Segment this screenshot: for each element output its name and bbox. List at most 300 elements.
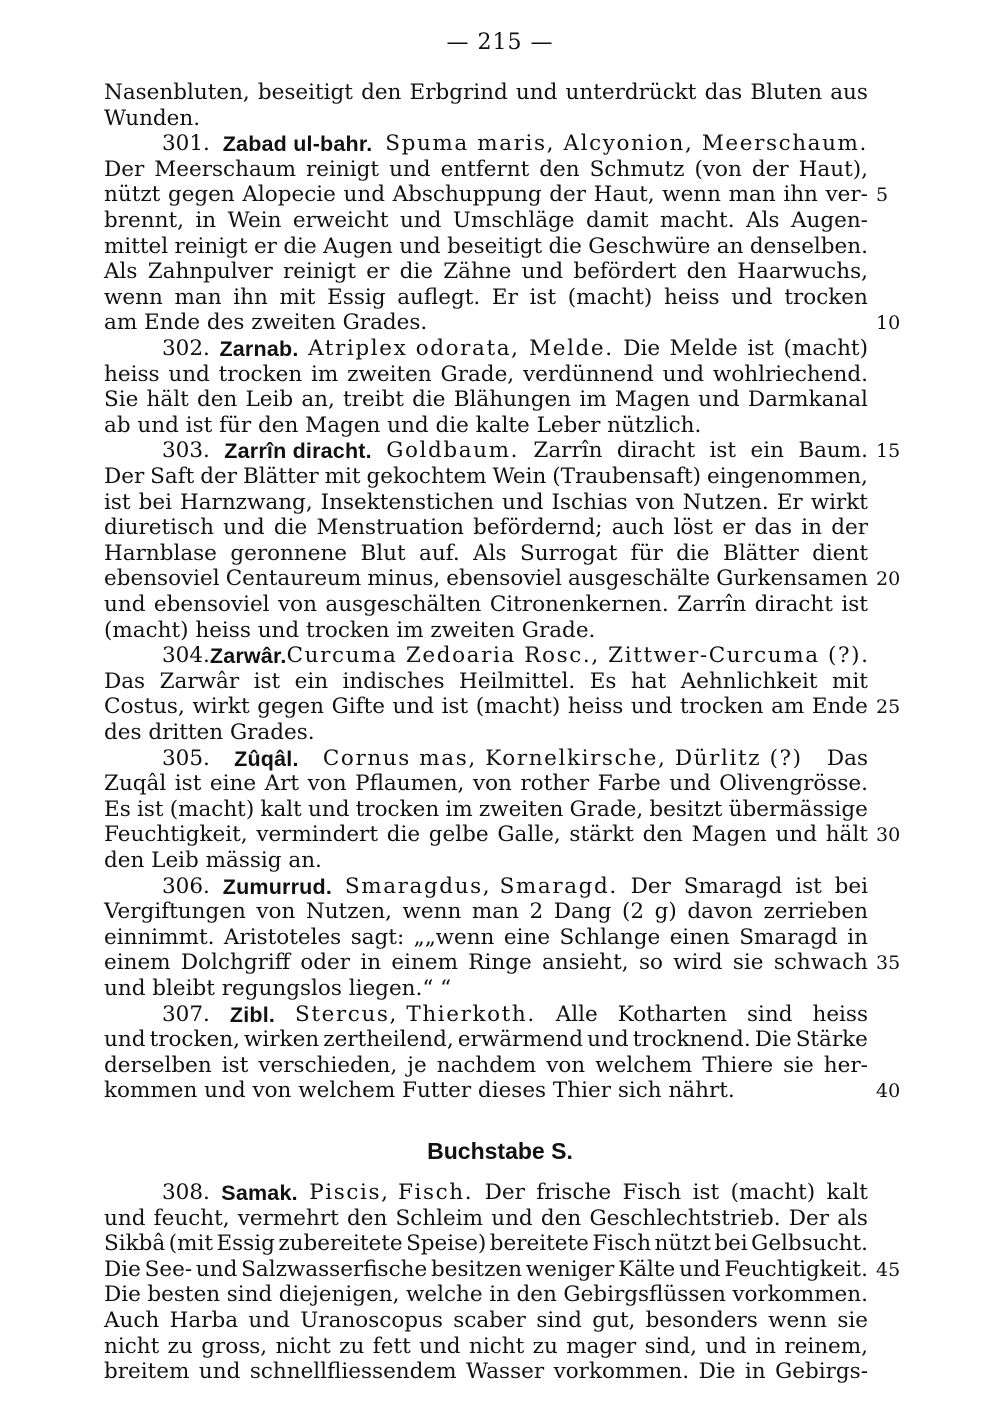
entry-latin-name: Spuma maris, Alcyonion, Meerschaum. (385, 131, 868, 157)
entry-latin-name: Stercus, Thierkoth. (295, 1001, 536, 1027)
word: man (728, 182, 776, 208)
line-number: 10 (876, 312, 901, 335)
word: Gebirgs- (775, 1359, 868, 1385)
word: wirkt (192, 694, 250, 720)
text-line (104, 746, 868, 772)
text-line (104, 566, 868, 592)
word: Fisch (592, 1231, 652, 1257)
word: Magen (691, 822, 767, 848)
word: Citronenkernen. (489, 592, 669, 617)
text-line (104, 694, 868, 720)
word: einnimmt. (104, 924, 215, 950)
word: und (521, 259, 564, 285)
word: den (540, 1205, 582, 1231)
word: (macht) (567, 284, 653, 310)
word: Es (589, 668, 617, 694)
word: an (716, 233, 744, 259)
entry-latin-name: Atriplex odorata, (308, 336, 520, 361)
word: Vergiftungen (104, 899, 246, 925)
word: Harnblase (104, 540, 217, 566)
word: den (539, 156, 580, 182)
word: befördert (573, 259, 677, 285)
line-number: 20 (876, 568, 901, 591)
word: er (366, 259, 390, 285)
text-line: ab und ist für den Magen und die kalte Leber nützlich. (104, 412, 702, 438)
word: Erbgrind (409, 80, 508, 105)
word: Olivengrösse. (719, 771, 868, 797)
word: Blähungen (453, 387, 572, 413)
word: Menstruation (316, 515, 464, 541)
text-line (104, 1053, 868, 1079)
page-header: — 215 — (446, 30, 554, 55)
word: nützt (104, 182, 161, 208)
word: man (471, 899, 519, 925)
text-line (104, 464, 868, 490)
word: er (722, 515, 746, 541)
word: Kälte (618, 1256, 676, 1282)
word: Farbe (597, 771, 661, 797)
word: eine (209, 771, 257, 797)
word: einen (669, 924, 730, 950)
word: Insektenstichen (320, 489, 495, 515)
word: den (642, 822, 683, 848)
text-line (104, 515, 868, 541)
word: rother (520, 771, 590, 797)
word: Magen (614, 387, 690, 413)
word: erweicht (292, 208, 389, 233)
word: kalt (260, 796, 302, 822)
word: heiss (104, 361, 160, 387)
word: 304. (162, 643, 210, 669)
word: gross, (201, 1333, 268, 1359)
word: den (686, 259, 728, 285)
word: Schleim (395, 1205, 484, 1231)
word: unterdrückt (565, 80, 697, 105)
word: ist (841, 592, 868, 617)
word: Feuchtigkeit, (104, 822, 248, 848)
word: der (751, 156, 789, 182)
word: wirkt (810, 489, 868, 515)
word: zu (167, 1333, 193, 1359)
word: Die (754, 1027, 792, 1053)
word: nicht (468, 1333, 525, 1359)
word: heiss (664, 284, 720, 310)
word: trocknend. (632, 1027, 751, 1053)
word: die (273, 515, 308, 541)
text-line (104, 1027, 868, 1053)
word: zubereitete (278, 1231, 403, 1257)
word: Wein (492, 464, 547, 489)
word: trocken (218, 361, 303, 387)
word: denselben. (749, 233, 868, 259)
word: die (548, 233, 582, 259)
word: Meerschaum (154, 156, 296, 182)
word: Der (104, 156, 145, 182)
word: Pflaumen, (355, 771, 465, 797)
word: geronnene (230, 540, 348, 566)
text-line (104, 259, 868, 285)
text-line (104, 131, 868, 157)
word: Das (826, 745, 868, 771)
word: Es (104, 796, 131, 822)
word: 301. (162, 131, 210, 157)
word: ist (221, 1052, 249, 1078)
word: und (669, 771, 711, 797)
word: so (638, 950, 663, 976)
word: in (195, 208, 217, 233)
word: ist (795, 873, 822, 899)
word: und (389, 156, 431, 182)
word: wenn (662, 182, 721, 208)
word: trocken (784, 284, 868, 310)
word: und (587, 1027, 629, 1053)
word: übermässige (728, 796, 868, 822)
word: verdünnend (522, 361, 654, 387)
word: Nutzen, (305, 899, 392, 925)
word: Aehnlichkeit (680, 668, 818, 694)
word: auch (611, 515, 665, 541)
word: von (635, 489, 675, 515)
word: und (198, 1359, 241, 1385)
word: Ischias (551, 489, 628, 515)
word: der (549, 182, 587, 208)
word: schnellfliessendem (249, 1359, 457, 1385)
word: Uranoscopus (300, 1308, 443, 1333)
word: auflegt. (397, 284, 481, 310)
text-line (104, 182, 868, 208)
word: bei (834, 873, 868, 899)
word: die (283, 233, 317, 259)
entry-term: Zûqâl. (234, 746, 299, 771)
word: am (771, 694, 805, 720)
entry-term: Zabad ul-bahr. (222, 132, 373, 157)
word: Geschwüre (588, 233, 711, 259)
text-line: den Leib mässig an. (104, 848, 322, 873)
word: Baum. (798, 438, 868, 464)
word: Blut (360, 540, 406, 566)
word: aus (830, 80, 868, 105)
word: vorkommen. (732, 1282, 868, 1308)
text-line (104, 362, 868, 388)
word: ebensoviel (153, 592, 270, 617)
word: zweiten (478, 796, 564, 822)
word: Wein (227, 208, 282, 233)
word: und (195, 1256, 238, 1282)
word: löst (673, 515, 713, 541)
word: schwach (773, 950, 868, 976)
word: den (516, 1282, 557, 1308)
word: und (731, 284, 773, 310)
text-line (104, 1257, 868, 1283)
word: für (630, 540, 663, 566)
word: derselben (104, 1052, 212, 1078)
word: gut, (592, 1308, 636, 1333)
word: die (399, 259, 433, 285)
word: sie (837, 1308, 868, 1333)
word: Der (788, 1205, 830, 1231)
word: feucht, (153, 1205, 230, 1231)
word: minus, (367, 566, 441, 592)
word: im (445, 796, 473, 822)
word: Zarrîn (533, 438, 603, 464)
word: ihn (783, 182, 818, 208)
word: beseitigt (257, 80, 353, 105)
word: das (754, 515, 793, 541)
text-line (104, 1206, 868, 1232)
entry-term: Zarwâr. (209, 644, 287, 669)
line-number: 30 (876, 824, 901, 847)
word: frische (536, 1180, 612, 1205)
word: Als (473, 540, 507, 566)
text-line: am Ende des zweiten Grades. (104, 310, 428, 336)
word: Der (484, 1180, 525, 1205)
word: trocken, (149, 1027, 240, 1053)
word: sind, (644, 1333, 697, 1359)
word: mager (566, 1333, 637, 1359)
word: wenn (104, 284, 163, 310)
text-line (104, 925, 868, 951)
word: gelbe (428, 822, 489, 848)
word: wenn (402, 899, 462, 925)
word: ist (441, 694, 469, 720)
word: Das (104, 668, 146, 694)
line-number: 40 (876, 1080, 901, 1103)
word: Zahnpulver (147, 259, 273, 285)
word: zerrieben (763, 899, 868, 925)
word: besitzen (430, 1256, 522, 1282)
word: her- (823, 1052, 868, 1078)
word: wohlriechend. (712, 361, 868, 387)
word: Zähne (443, 259, 512, 285)
line-number: 25 (876, 696, 901, 719)
word: Als (104, 259, 138, 285)
word: zu (339, 1333, 365, 1359)
section-heading: Buchstabe S. (427, 1138, 573, 1164)
word: gegen (257, 694, 325, 720)
word: Nasenbluten, (104, 80, 250, 105)
word: das (704, 80, 743, 105)
word: Ende (811, 694, 868, 720)
text-line: des dritten Grades. (104, 720, 315, 745)
entry-latin-name: Curcuma Zedoaria Rosc., Zittwer-Curcuma (?). (286, 643, 870, 669)
word: Sikbâ (104, 1231, 166, 1257)
word: und (419, 1333, 461, 1359)
word: und (775, 822, 817, 848)
word: von (307, 771, 347, 797)
word: von (546, 1052, 586, 1078)
text-line (104, 387, 868, 413)
word: und (308, 796, 350, 822)
word: trocken (355, 796, 440, 822)
word: Stärke (795, 1027, 868, 1053)
word: sind (536, 1308, 582, 1333)
word: mittel (104, 233, 169, 259)
word: ist (136, 796, 164, 822)
word: und (399, 208, 442, 233)
word: und (104, 592, 146, 617)
word: und (679, 1256, 721, 1282)
word: die (386, 822, 421, 848)
word: als (837, 1205, 868, 1231)
word: man (174, 284, 222, 310)
word: ihn (233, 284, 268, 310)
word: zu (532, 1333, 558, 1359)
word: ist (692, 1180, 720, 1205)
text-line (104, 1282, 868, 1308)
word: Schlange (559, 924, 661, 950)
word: verschieden, (258, 1052, 398, 1078)
word: Art (264, 771, 300, 797)
word: Blätter (242, 464, 319, 489)
word: Essig (216, 1231, 275, 1257)
word: und (705, 1333, 747, 1359)
word: in (847, 924, 868, 950)
word: den (347, 1205, 388, 1231)
word: Wasser (465, 1359, 545, 1385)
word: 306. (162, 873, 210, 899)
text-line (104, 771, 868, 797)
word: ausgeschälte (567, 566, 711, 592)
word: Harnzwang, (179, 489, 313, 515)
text-line (104, 1231, 868, 1257)
word: Zuqâl (104, 771, 167, 797)
word: heiss (567, 694, 624, 720)
word: reinigt (174, 233, 248, 259)
word: besten (147, 1282, 221, 1308)
word: hält (146, 387, 189, 413)
word: eine (503, 924, 551, 950)
word: reinem, (784, 1333, 868, 1359)
word: diuretisch (104, 515, 214, 541)
word: im (579, 387, 607, 413)
word: ein (294, 668, 329, 694)
word: 305. (162, 745, 210, 771)
word: Ringe (468, 950, 532, 976)
word: eingenommen, (706, 464, 868, 489)
word: Thiere (702, 1052, 774, 1078)
word: „„wenn (413, 924, 495, 950)
text-line: und bleibt regungslos liegen.“ “ (104, 976, 452, 1001)
word: mit (324, 464, 361, 489)
word: Smaragd (739, 924, 838, 950)
word: und (343, 182, 385, 208)
word: hält (825, 822, 868, 848)
word: ansieht, (542, 950, 629, 976)
word: (2 (622, 899, 645, 925)
entry-latin-name: Goldbaum. (386, 438, 520, 464)
entry-term: Zumurrud. (222, 874, 333, 899)
word: Bluten (750, 80, 823, 105)
word: (macht) (169, 796, 255, 822)
word: die (676, 540, 710, 566)
word: oder (300, 950, 351, 976)
word: Alle (555, 1001, 598, 1027)
word: auf. (419, 540, 460, 566)
word: und (248, 1308, 290, 1333)
word: (mit (168, 1231, 213, 1257)
word: sind (226, 1282, 273, 1308)
text-line: kommen und von welchem Futter dieses Thier sich nährt. (104, 1078, 735, 1104)
text-line (104, 1308, 868, 1334)
entry-term: Zarnab. (219, 337, 299, 361)
text-line (104, 669, 868, 695)
text-line (104, 157, 868, 183)
word: besitzt (649, 796, 723, 822)
word: vorkommen. (553, 1359, 690, 1385)
word: von (472, 771, 512, 797)
text-line: Wunden. (104, 105, 201, 131)
word: Die (104, 1256, 141, 1282)
word: diracht (616, 438, 696, 464)
word: Saft (150, 464, 195, 489)
word: diejenigen, (278, 1282, 400, 1308)
word: reinigt (283, 259, 357, 285)
word: der (831, 515, 868, 541)
text-line (104, 822, 868, 848)
word: wenn (768, 1308, 827, 1333)
word: den (196, 387, 238, 413)
word: brennt, (104, 208, 184, 233)
word: Melde (669, 336, 738, 361)
word: Haut, (593, 182, 655, 208)
word: welche (406, 1282, 483, 1308)
word: und (399, 233, 441, 259)
word: Sie (104, 387, 139, 413)
word: stärkt (569, 822, 634, 848)
text-line (104, 950, 868, 976)
word: Smaragd (683, 873, 783, 899)
entry-term: Zarrîn diracht. (224, 439, 372, 464)
word: mit (279, 284, 316, 310)
word: ist (529, 284, 557, 310)
word: Haut), (798, 156, 868, 182)
word: ebensoviel (104, 566, 220, 592)
word: gekochtem (366, 464, 487, 489)
word: bei (138, 489, 172, 515)
word: befördernd; (473, 515, 603, 541)
word: wirken (244, 1027, 320, 1053)
word: Dang (553, 899, 612, 925)
word: 303. (162, 438, 210, 464)
word: Dolchgriff (180, 950, 291, 976)
word: Salzwasserfische (241, 1256, 428, 1282)
word: und (223, 515, 265, 541)
word: in (744, 1359, 766, 1385)
word: nützt (654, 1231, 711, 1257)
word: in (489, 1282, 510, 1308)
word: und (698, 387, 740, 413)
word: entfernt (440, 156, 530, 182)
word: zweiten (347, 361, 432, 387)
word: Blätter (722, 540, 799, 566)
word: ist (104, 489, 131, 515)
word: und (630, 694, 673, 720)
word: davon (687, 899, 753, 925)
word: in (360, 950, 382, 976)
word: Abschuppung (392, 182, 542, 208)
word: und (392, 694, 435, 720)
word: und (662, 361, 705, 387)
word: Surrogat (519, 540, 618, 566)
word: Kotharten (617, 1001, 727, 1027)
word: sie (732, 950, 764, 976)
word: und (168, 361, 210, 387)
word: scaber (453, 1308, 526, 1333)
word: Gelbsucht. (751, 1231, 868, 1257)
word: kalt (826, 1180, 868, 1205)
word: Als (746, 208, 780, 233)
word: fett (372, 1333, 411, 1359)
